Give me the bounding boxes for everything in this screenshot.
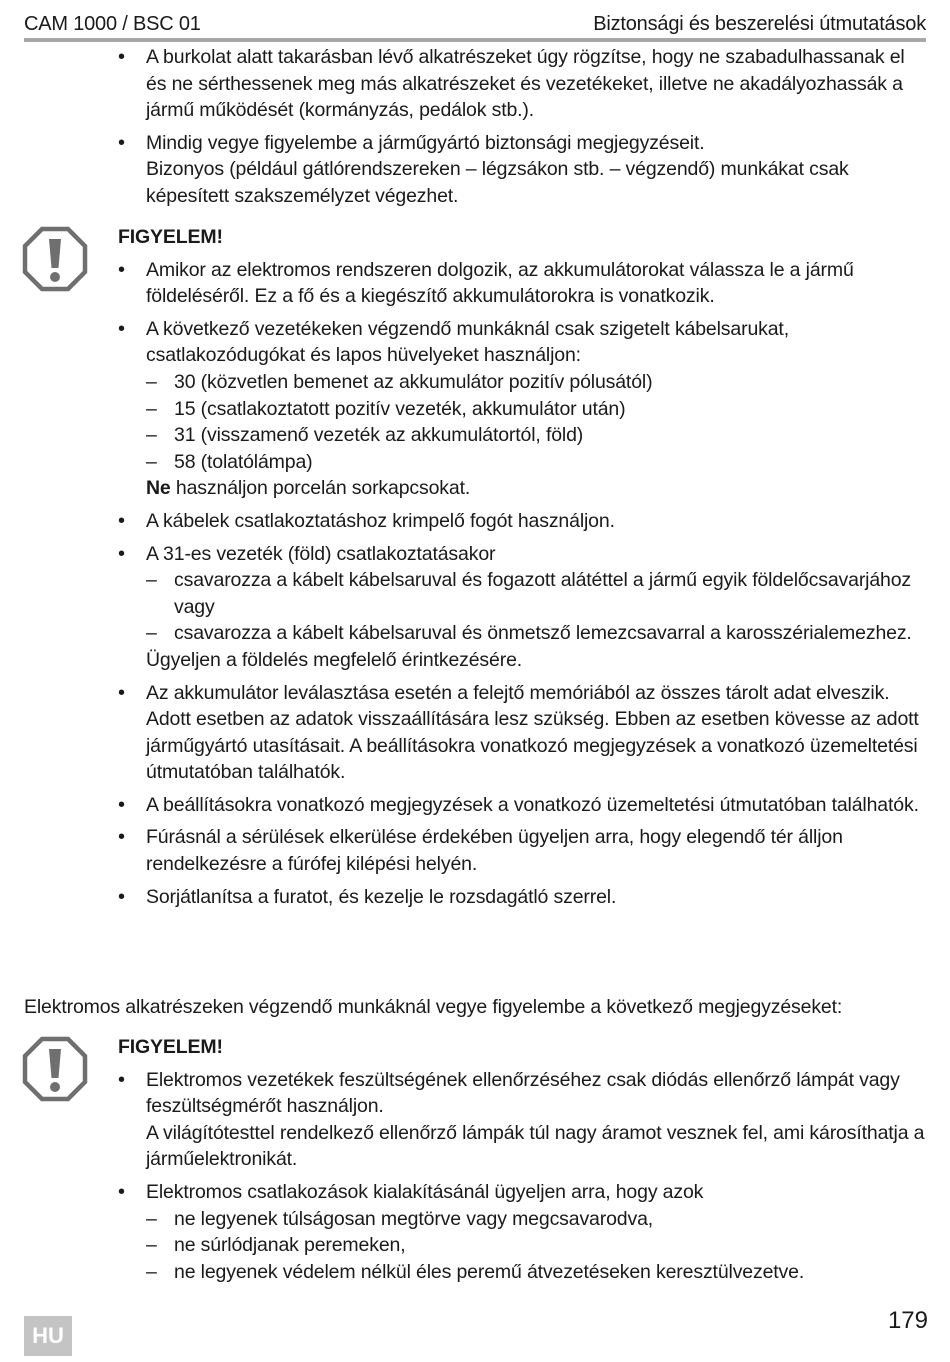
page-number: 179 — [887, 1307, 928, 1334]
list-item: • A beállításokra vonatkozó megjegyzések a vonatkozó üzemeltetési útmutatóban találhatók. — [118, 792, 928, 819]
sub-list-item: – 58 (tolatólámpa) — [146, 449, 928, 476]
language-badge: HU — [24, 1316, 72, 1356]
sub-list-item: – csavarozza a kábelt kábelsaruval és fogazott alátéttel a jármű egyik földelőcsavarjához vagy — [146, 567, 928, 620]
header-product: CAM 1000 / BSC 01 — [24, 13, 201, 35]
top-bullets — [118, 44, 928, 216]
list-item: • A kábelek csatlakoztatáshoz krimpelő fogót használjon. — [118, 508, 928, 535]
page-header — [24, 8, 926, 36]
warning-octagon-icon — [22, 226, 88, 292]
list-item: • Elektromos csatlakozások kialakításánál ügyeljen arra, hogy azok – ne legyenek túlságosan megtörve vagy megcsavarodva, – ne súrlódjanak peremeken, – ne legyenek védelem nélkül éles peremű átvezetéseken keresztülvezetve. — [118, 1179, 928, 1285]
sub-list-item: – 30 (közvetlen bemenet az akkumulátor pozitív pólusától) — [146, 369, 928, 396]
list-item: • A burkolat alatt takarásban lévő alkatrészeket úgy rögzítse, hogy ne szabadulhassanak el és ne sérthessenek meg más alkatrészeket és vezetékeket, illetve ne akadályozhassák a jármű működését (kormányzás, pedálok stb.). — [118, 44, 928, 124]
list-item: • A következő vezetékeken végzendő munkáknál csak szigetelt kábelsarukat, csatlakozódugókat és lapos hüvelyeket használjon: – 30 (közvetlen bemenet az akkumulátor pozitív pólusától) – 15 (csatlakoztatott pozitív vezeték, akkumulátor után) – 31 (visszamenő vezeték az akkumulátortól, föld) – 58 (tolatólámpa) Ne használjon porcelán sorkapcsokat. — [118, 316, 928, 502]
list-item: • Elektromos vezetékek feszültségének ellenőrzéséhez csak diódás ellenőrző lámpát vagy feszültségmérőt használjon. A világítótesttel rendelkező ellenőrző lámpák túl nagy áramot vesznek fel, ami károsíthatja a járműelektronikát. — [118, 1067, 928, 1173]
warning-heading: FIGYELEM! — [118, 226, 223, 248]
list-item: • Sorjátlanítsa a furatot, és kezelje le rozsdagátló szerrel. — [118, 884, 928, 911]
note: Ne használjon porcelán sorkapcsokat. — [146, 477, 471, 500]
header-section-title: Biztonsági és beszerelési útmutatások — [593, 13, 926, 35]
sub-list-item: – 15 (csatlakoztatott pozitív vezeték, akkumulátor után) — [146, 396, 928, 423]
list-item: • Az akkumulátor leválasztása esetén a felejtő memóriából az összes tárolt adat elveszik. Adott esetben az adatok visszaállítására lesz szükség. Ebben az esetben kövesse az adott járműgyártó utasításait. A beállításokra vonatkozó megjegyzések a vonatkozó üzemeltetési útmutatóban találhatók. — [118, 680, 928, 786]
note: Ügyeljen a földelés megfelelő érintkezésére. — [146, 648, 523, 671]
list-item: • Mindig vegye figyelembe a járműgyártó biztonsági megjegyzéseit. Bizonyos (például gátlórendszereken – légzsákon stb. – végzendő) munkákat csak képesített szakszemélyzet végezhet. — [118, 130, 928, 210]
warning-octagon-icon — [22, 1036, 88, 1102]
sub-list-item: – ne legyenek túlságosan megtörve vagy megcsavarodva, — [146, 1206, 928, 1233]
list-item: • A 31-es vezeték (föld) csatlakoztatásakor – csavarozza a kábelt kábelsaruval és fogazott alátéttel a jármű egyik földelőcsavarjához vagy – csavarozza a kábelt kábelsaruval és önmetsző lemezcsavarral a karosszérialemezhez. Ügyeljen a földelés megfelelő érintkezésére. — [118, 541, 928, 674]
warning-heading: FIGYELEM! — [118, 1036, 223, 1058]
warning-1 — [118, 224, 928, 916]
sub-list-item: – csavarozza a kábelt kábelsaruval és önmetsző lemezcsavarral a karosszérialemezhez. — [146, 620, 928, 647]
list-item: • Amikor az elektromos rendszeren dolgozik, az akkumulátorokat válassza le a jármű földeléséről. Ez a fő és a kiegészítő akkumulátorokra is vonatkozik. — [118, 257, 928, 310]
section-intro: Elektromos alkatrészeken végzendő munkáknál vegye figyelembe a következő megjegyzéseket: — [24, 996, 843, 1018]
sub-list-item: – ne súrlódjanak peremeken, — [146, 1232, 928, 1259]
sub-list-item: – ne legyenek védelem nélkül éles peremű átvezetéseken keresztülvezetve. — [146, 1259, 928, 1286]
list-item: • Fúrásnál a sérülések elkerülése érdekében ügyeljen arra, hogy elegendő tér álljon rendelkezésre a fúrófej kilépési helyén. — [118, 824, 928, 877]
warning-2 — [118, 1034, 928, 1291]
sub-list-item: – 31 (visszamenő vezeték az akkumulátortól, föld) — [146, 422, 928, 449]
header-rule — [24, 38, 926, 42]
